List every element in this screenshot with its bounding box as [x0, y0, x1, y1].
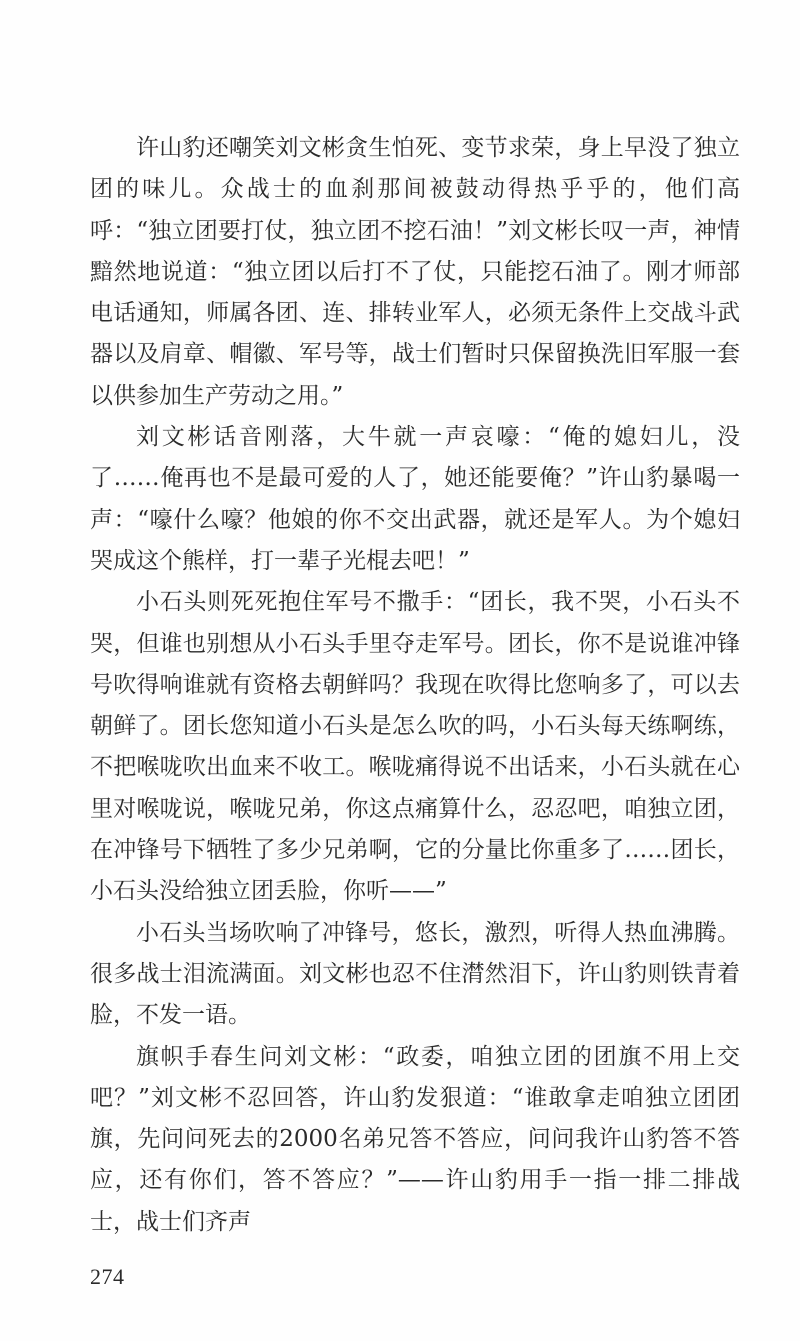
page-number: 274	[90, 1264, 125, 1289]
paragraph-3: 小石头则死死抱住军号不撒手：“团长，我不哭，小石头不哭，但谁也别想从小石头手里夺走军号。团长，你不是说谁冲锋号吹得响谁就有资格去朝鲜吗？我现在吹得比您响多了，可以去朝鲜了。团长您知道小石头是怎么吹的吗，小石头每天练啊练，不把喉咙吹出血来不收工。喉咙痛得说不出话来，小石头就在心里对喉咙说，喉咙兄弟，你这点痛算什么，忍忍吧，咱独立团，在冲锋号下牺牲了多少兄弟啊，它的分量比你重多了……团长，小石头没给独立团丢脸，你听——”	[90, 589, 740, 905]
body-text	[90, 128, 740, 1243]
paragraph-2: 刘文彬话音刚落，大牛就一声哀嚎：“俺的媳妇儿，没了……俺再也不是最可爱的人了，她还能要俺？”许山豹暴喝一声：“嚎什么嚎？他娘的你不交出武器，就还是军人。为个媳妇哭成这个熊样，打一辈子光棍去吧！”	[90, 424, 740, 574]
paragraph-1: 许山豹还嘲笑刘文彬贪生怕死、变节求荣，身上早没了独立团的味儿。众战士的血刹那间被鼓动得热乎乎的，他们高呼：“独立团要打仗，独立团不挖石油！”刘文彬长叹一声，神情黯然地说道：“独立团以后打不了仗，只能挖石油了。刚才师部电话通知，师属各团、连、排转业军人，必须无条件上交战斗武器以及肩章、帽徽、军号等，战士们暂时只保留换洗旧军服一套以供参加生产劳动之用。”	[90, 135, 740, 409]
paragraph-5: 旗帜手春生问刘文彬：“政委，咱独立团的团旗不用上交吧？”刘文彬不忍回答，许山豹发狠道：“谁敢拿走咱独立团团旗，先问问死去的2000名弟兄答不答应，问问我许山豹答不答应，还有你们，答不答应？”——许山豹用手一指一排二排战士，战士们齐声	[90, 1043, 740, 1235]
paragraph-4: 小石头当场吹响了冲锋号，悠长，激烈，听得人热血沸腾。很多战士泪流满面。刘文彬也忍不住潸然泪下，许山豹则铁青着脸，不发一语。	[90, 919, 740, 1029]
